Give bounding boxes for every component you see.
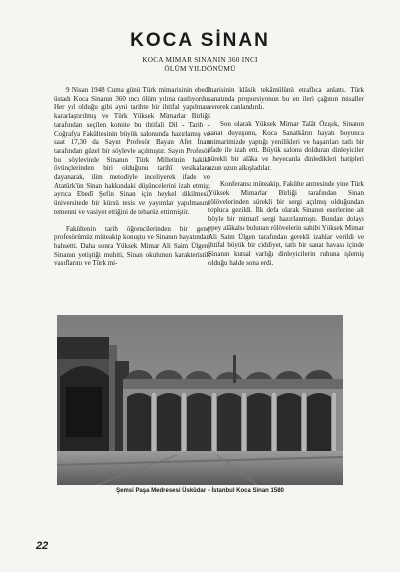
page-number: 22 [36,540,49,552]
paragraph: Son olarak Yüksek Mimar Talât Özışık, Sinanın sanat duyuşunu, Koca Sanatkârın hayatı boyunca mimarimizde yaptığı yenilikleri ve başarıları tatlı bir ifade ile izah etti. Büyük salonu dolduran dinleyiciler sürekli bir alâka ve heyecanla dinledikleri hatipleri uzun uzun alkışladılar. [208,120,364,172]
paragraph: marisinin klâsik tekâmülünü etraflıca anlattı. Türk sanatında proporsiyonun bu en ileri çağının misaller vererek canlandırdı. [208,86,364,112]
left-text-column [54,86,210,268]
photo-caption: Şemsi Paşa Medresesi Üsküdar - İstanbul Koca Sinan 1580 [116,488,284,494]
article-subtitle-line-2: ÖLÜM YILDÖNÜMÜ [164,65,236,73]
courtyard-photo [57,315,343,485]
right-text-column [208,86,364,267]
paragraph: Fakültenin tarih öğrencilerinden bir genç profesörümüz müteakip konuştu ve Sinanın hayatından bahsetti. Daha sonra Yüksek Mimar Ali Saim Ülgen, Sinanın yetiştiği muhiti, Sinan okulunun karakteristik vasıflarını ve Türk mi- [54,224,210,268]
article-subtitle-line-1: KOCA MIMAR SINANIN 360 INCI [142,56,258,64]
article-title: KOCA SİNAN [130,30,270,51]
paragraph: Konferansı müteakip, Fakülte antresinde yine Türk Yüksek Mimarlar Birliği tarafından Sinan rölövelerinden sürekli bir sergi açılmış olduğundan topluca gezildi. İlk defa olarak Sinanın eserlerine ait böyle bir mimarî sergi hazırlanmıştı. Bundan dolayı epey alâkalsı bulunan rölövelerin sahibi Yüksek Mimar Ali Saim Ülgen tarafından gerekli izahlar verildi ve ihtifal büyük bir ciddiyet, tatlı bir sanat havası içinde Sinanın kutsal varlığı dinleyicilerin ruhuna işlemiş olduğu halde sona erdi. [208,180,364,267]
paragraph: 9 Nisan 1948 Cuma günü Türk mimarisinin ebedî üstadı Koca Sinanın 360 ıncı ölüm yılına rastlıyordu. Her yıl olduğu gibi ayni tarihte bir ihtifal yapılması kararlaştırılmış ve Türk Yüksek Mimarlar Birliği tarafından seçilen komite bu ihtifali Dil - Tarih - Coğrafya Fakültesinin büyük salonunda hazırlamış ve saat 17,30 da Sayın Profesör Bayan Afet İnan tarafından güzel bir söylevle açılmıştır. Sayın Profesör bu söylevinde Sinanın Türk Milletinin hakikî övünçlerinden biri olduğunu tarihî vesikalara dayanarak, ilim metodiyle inceliyerek ifade ve Atatürk'ün Sinan hakkındaki düşüncelerini izah etmiş; ayrıca Ebedî Şefin Sinan için heykel dikilmesi, üniversitede bir kürsü tesis ve yayımlar yapılmasını temenni ve vasiyet ettiğini de tebarüz ettirmiştir. [54,86,210,216]
